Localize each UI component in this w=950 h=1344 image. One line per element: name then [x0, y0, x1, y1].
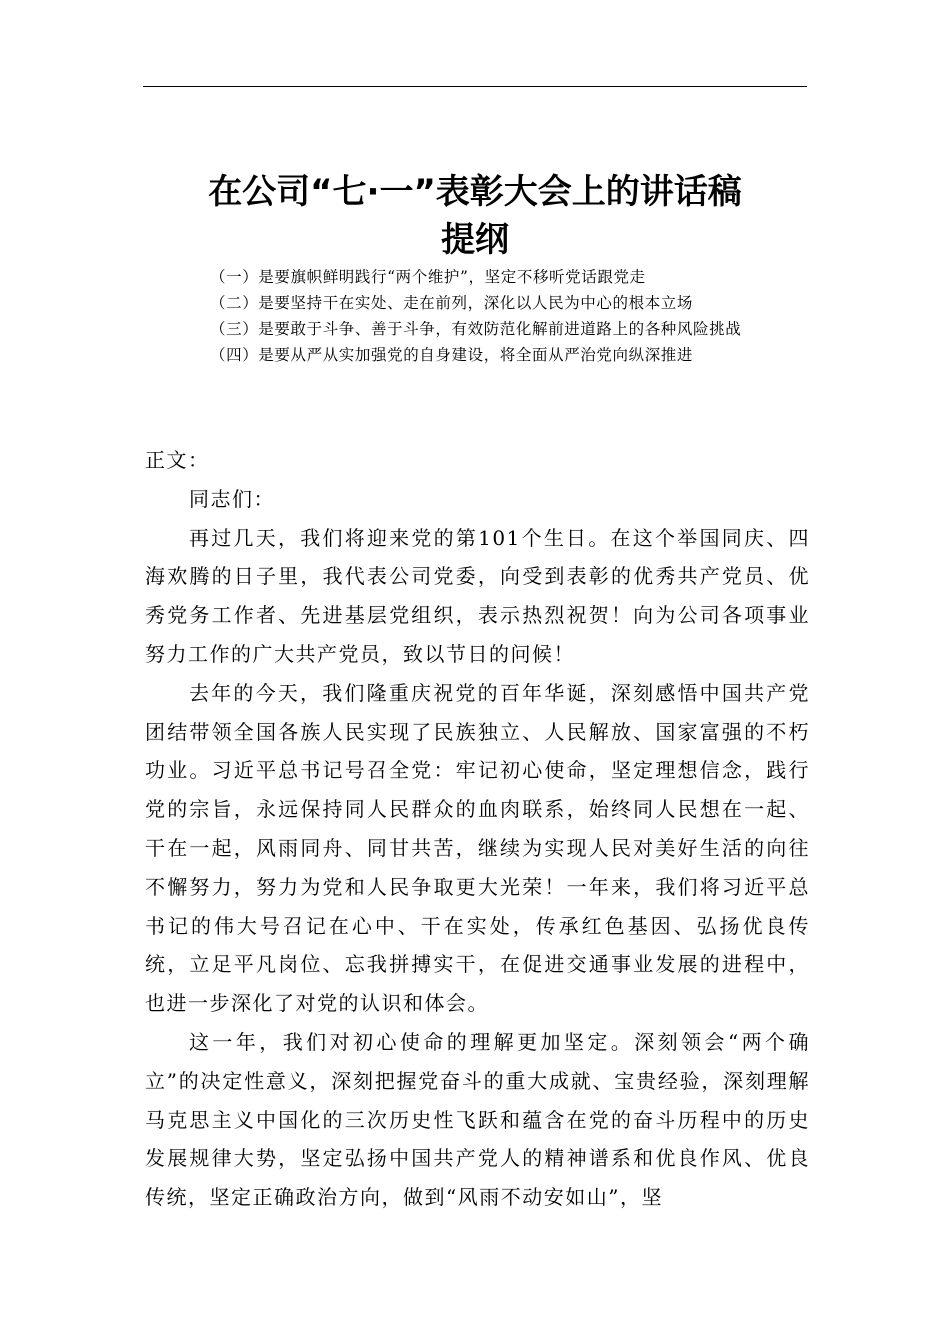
- outline-list: [210, 264, 820, 368]
- body-text: [145, 441, 810, 1217]
- document-title: 在公司“七·一”表彰大会上的讲话稿: [208, 172, 742, 212]
- outline-item: （一）是要旗帜鲜明践行“两个维护”，坚定不移听党话跟党走: [210, 268, 646, 286]
- body-label: 正文：: [145, 448, 210, 472]
- document-title-continued: 提纲: [441, 220, 509, 260]
- header-rule: [143, 86, 807, 87]
- outline-item: （三）是要敢于斗争、善于斗争，有效防范化解前进道路上的各种风险挑战: [210, 320, 742, 338]
- outline-item: （二）是要坚持干在实处、走在前列，深化以人民为中心的根本立场: [210, 294, 694, 312]
- salutation: 同志们：: [189, 486, 275, 511]
- body-paragraph: 再过几天，我们将迎来党的第101个生日。在这个举国同庆、四海欢腾的日子里，我代表公司党委，向受到表彰的优秀共产党员、优秀党务工作者、先进基层党组织，表示热烈祝贺！向为公司各项事业努力工作的广大共产党员，致以节日的问候！: [145, 525, 810, 666]
- body-paragraph: 去年的今天，我们隆重庆祝党的百年华诞，深刻感悟中国共产党团结带领全国各族人民实现了民族独立、人民解放、国家富强的不朽功业。习近平总书记号召全党：牢记初心使命，坚定理想信念，践行党的宗旨，永远保持同人民群众的血肉联系，始终同人民想在一起、干在一起，风雨同舟、同甘共苦，继续为实现人民对美好生活的向往不懈努力，努力为党和人民争取更大光荣！一年来，我们将习近平总书记的伟大号召记在心中、干在实处，传承红色基因、弘扬优良传统，立足平凡岗位、忘我拼搏实干，在促进交通事业发展的进程中，也进一步深化了对党的认识和体会。: [145, 680, 810, 1016]
- body-paragraph: 这一年，我们对初心使命的理解更加坚定。深刻领会“两个确立”的决定性意义，深刻把握党奋斗的重大成就、宝贵经验，深刻理解马克思主义中国化的三次历史性飞跃和蕴含在党的奋斗历程中的历史发展规律大势，坚定弘扬中国共产党人的精神谱系和优良作风、优良传统，坚定正确政治方向，做到“风雨不动安如山”，坚: [145, 1029, 810, 1210]
- outline-item: （四）是要从严从实加强党的自身建设，将全面从严治党向纵深推进: [210, 346, 694, 364]
